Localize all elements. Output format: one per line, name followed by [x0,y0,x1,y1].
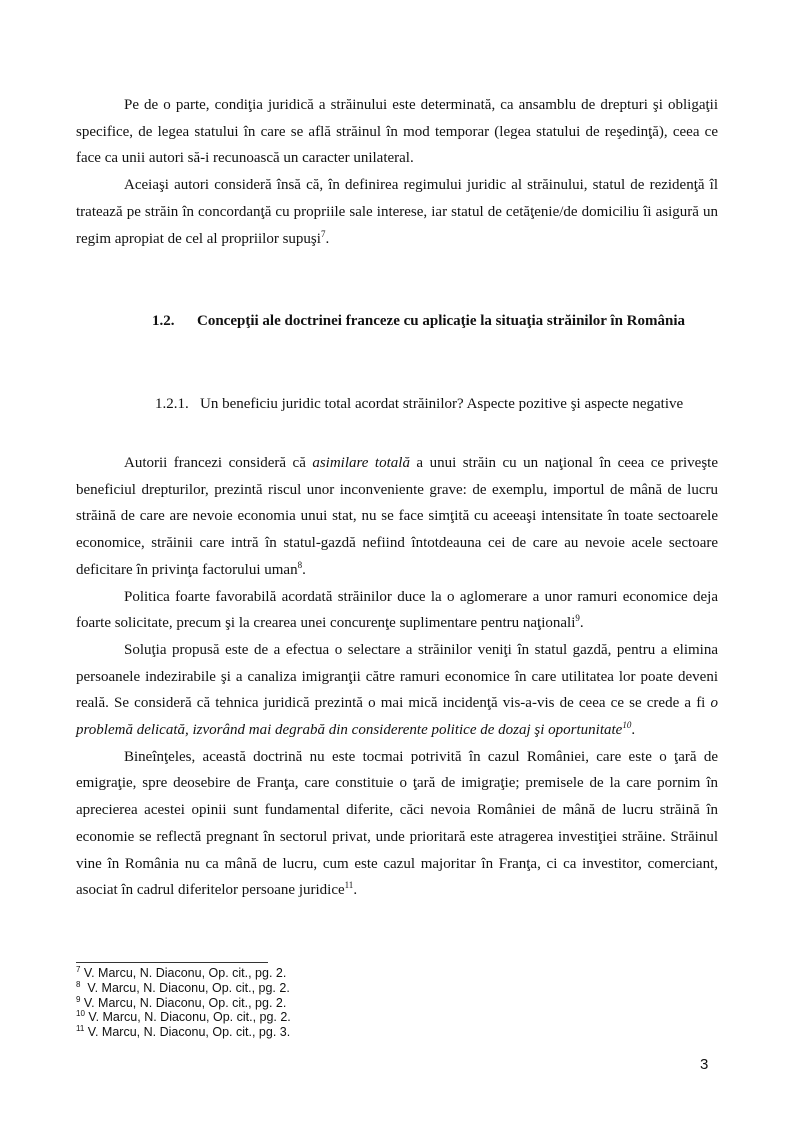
footnote-divider [76,962,268,963]
text-run: . [302,561,306,578]
footnote-ref: 8 [297,559,303,570]
footnote-text: V. Marcu, N. Diaconu, Op. cit., pg. 2. [80,995,287,1010]
footnote-item [76,966,291,981]
page-number: 3 [700,1056,709,1073]
section-title: Concepţii ale doctrinei franceze cu aplicaţie la situaţia străinilor în România [197,313,685,329]
subsection-heading-1-2-1 [155,396,725,413]
paragraph [76,172,718,252]
text-run: . [325,230,330,247]
footnote-text: V. Marcu, N. Diaconu, Op. cit., pg. 2. [84,1010,291,1025]
italic-text: asimilare totală [312,455,410,471]
paragraph [76,450,718,584]
footnote-ref: 7 [320,228,326,239]
subsection-title: Un beneficiu juridic total acordat străinilor? Aspecte pozitive şi aspecte negative [200,396,684,412]
section-number: 1.2. [152,313,175,329]
footnote-item [76,981,291,996]
paragraph [76,637,718,744]
text-run: Soluţia propusă este de a efectua o selectare a străinilor veniţi în statul gazdă, pentru a elimina persoanele indezirabile şi a canaliza imigranţii către ramuri economice în care utilitatea lor poate deveni reală. Se consideră că tehnica juridică prezintă o mai mică incidenţă vis-a-vis de ceea ce se crede a fi [76,641,718,712]
subsection-number: 1.2.1. [155,396,189,412]
footnote-ref: 10 [622,720,632,731]
section-heading-1-2 [152,313,722,330]
footnote-number: 11 [76,1024,85,1034]
footnote-number: 9 [76,994,81,1004]
footnote-text: V. Marcu, N. Diaconu, Op. cit., pg. 2. [80,966,287,980]
text-run: Bineînţeles, această doctrină nu este tocmai potrivită în cazul României, care este o ţară de emigraţie, spre deosebire de Franţa, care constituie o ţară de imigraţie; premisele de la care pornim în aprecierea acestei opinii sunt fundamental diferite, căci nevoia României de mână de lucru străină în economie se reflectă pregnant în sectorul privat, unde prioritară este atragerea investiţiei străine. Străinul vine în România nu ca mână de lucru, cum este cazul majoritar în Franţa, ci ca investitor, comerciant, asociat în cadrul diferitelor persoane juridice [76,748,718,899]
footnote-item [76,996,291,1011]
text-run: a unui străin cu un naţional în ceea ce priveşte beneficiul drepturilor, prezintă riscul unor inconveniente grave: de exemplu, importul de mână de lucru străină de care are nevoie economia unui stat, nu se face simţită cu aceeaşi intensitate în toate sectoarele economice, străinii care intră în statul-gazdă nefiind întotdeauna cei de care au nevoie acele sectoare deficitare în privinţa factorului uman [76,455,718,578]
footnote-text: V. Marcu, N. Diaconu, Op. cit., pg. 2. [80,980,290,995]
text-run: Autorii francezi consideră că [124,455,313,471]
text-run: Aceiaşi autori consideră însă că, în definirea regimului juridic al străinului, statul de rezidenţă îl tratează pe străin în concordanţă cu propriile sale interese, iar statul de cetăţenie/de domiciliu îi asigură un regim apropiat de cel al propriilor supuşi [76,177,718,247]
italic-text: o problemă delicată, izvorând mai degrabă din considerente politice de dozaj şi oportunitate [76,695,718,739]
text-run: Politica foarte favorabilă acordată străinilor duce la o aglomerare a unor ramuri economice deja foarte solicitate, precum şi la crearea unei concurenţe suplimentare pentru naţionali [76,588,718,632]
main-paragraphs [76,450,718,904]
text-run: . [579,615,584,632]
footnote-item [76,1025,291,1040]
footnote-item [76,1010,291,1025]
footnote-ref: 11 [344,880,354,891]
footnote-ref: 9 [575,613,580,624]
footnote-number: 8 [76,979,81,989]
text-run: Pe de o parte, condiţia juridică a străinului este determinată, ca ansamblu de drepturi şi obligaţii specifice, de legea statului în care se află străinul în mod temporar (legea statului de reşedinţă), ceea ce face ca unii autori să-i recunoască un caracter unilateral. [76,97,718,167]
footnote-text: V. Marcu, N. Diaconu, Op. cit., pg. 3. [84,1025,291,1040]
paragraph [76,584,718,637]
intro-paragraphs [76,92,718,252]
text-run: . [353,882,358,899]
footnotes-list [76,966,291,1040]
footnote-number: 7 [76,965,81,974]
paragraph [76,744,718,904]
paragraph [76,92,718,172]
text-run: . [631,722,636,739]
footnote-number: 10 [76,1009,85,1019]
